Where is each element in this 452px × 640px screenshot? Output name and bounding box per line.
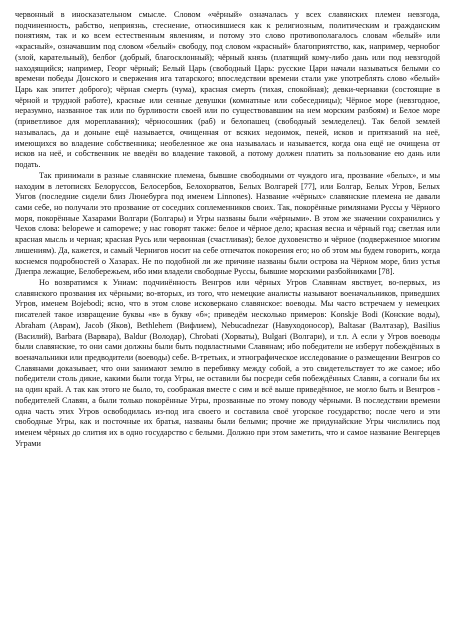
paragraph-2: Так принимали в разные славянские племена, бывшие свободными от чуждого ига, прозвание «белых», и мы находим в летописях Белорусcов, Белосербов, Белохорватов, Белых Волгарей [77], или Болгар, Белых Угров, Белых Унгов (последние сидели близ Люнебурга под именем Linnones). Название «чёрных» славянские племена не давали сами себе, но получали это прозвание от соседних соплеменников своих. Так, покорённые римлянами Руссы у Чёрного моря, покорённые Хазарами Волгари (Болгары) и Угры названы были «чёрными». В этом же значении сохранились у Чехов слова: belopewe и camopewe; у нас говорят также: белое и чёрное дело; красная весна и чёрный год; светлая или красная мысль и черная; красная Русь или червонная (счастливая); белое духовенство и чёрное (подверженное многим лишениям). Да, кажется, и самый Чернигов носит на себе отпечаток покорения его; но об этом мы будем говорить, когда коснемся подробностей о Хазарах. Не по подобной ли же причине названы были острова на Чёрном море, близ устья Днепра лежащие, Белобережьем, ибо ими владели свободные Руссы, бывшие морскими разбойниками [78].: [15, 170, 440, 277]
paragraph-1: червонный в иносказательном смысле. Словом «чёрный» означалась у всех славянских племен невзгода, подчиненность, рабство, неприязнь, стеснение, относившиеся как к религиозным, политическим и гражданским понятиям, так и ко всем естественным явлениям, и потому это слово противополагалось словам «белый» или «красный», означавшим под словом «белый» свободу, под словом «красный» благоприятство, как, например, чернобог (злой, карательный), белбог (добрый, благосклонный); чёрный князь (платящий кому-либо дань или под невзгодой находящийся; например, Георг чёрный; Белый Царь (свободный Царь: русские Цари начали называться белыми со времени победы Донского и свержения ига татарского; впоследствии времени стали уже употреблять слово «белый» Царь как эпитет доброго); чёрная смерть (чума), красная смерть (тихая, спокойная); девки-чернавки (состоящие в чёрной и трудной работе), красные или сенные девушки (комнатные или собеседницы); Чёрное море (невзгодное, неразумно, названное так или по бурливости своей или по существовавшим на нем морским разбоям) и Белое море (приветливое для мореплавания); чёрносошник (раб) и белопашец (свободный земледелец). Так белой землей называлась, да и доныне ещё называется, очищенная от всяких недоимок, пеней, исков и притязаний на неё, имеющихся во владение собственника; необеленное же она называлась и называется, когда она ещё не очищена от исков на неё, и собственник не введён во владение таковой, а потому должен платить за пользование ею дань или подать.: [15, 10, 440, 170]
paragraph-3: Но возвратимся к Униам: подчинённость Венгров или чёрных Угров Славянам явствует, во-первых, из славянского прозвания их чёрными; во-вторых, из того, что немецкие аналисты называют военачальников, приведших Угров, именем Bojebodi; ясно, что в этом слове исковеркано славянское: воеводы. Мы часто встречаем у немецких писателей такое извращение буквы «в» в букву «б»; приведём несколько примеров: Konskje Bodi (Конские воды), Abraham (Аврам), Jacob (Яков), Bethlehem (Вифлием), Nebucadnezar (Навуходоносор), Baltasar (Валтазар), Basilius (Василий), Barbara (Варвара), Baldur (Володар), Chrobati (Хорваты), Bulgari (Волгари), и т.п. А если у Угров воеводы были славянские, то они сами должны были быть подвластными Славянам; ибо победители не изберут побеждённых в военачальники или предводители (воеводы) себе. В-третьих, и этнографическое исследование о размещении Венгров со Славянами доказывает, что они занимают землю в перебивку между собой, а это свидетельствует то же самое; ибо победители столь дикие, какими были тогда Угры, не оставили бы посреди себя побеждённых Славян, а согнали бы их на один край. А так как этого не было, то, соображая вместе с сим и всё выше приведённое, не могло быть и Венгров - победителей Славян, а были только покорённые Угры, прозванные по этому поводу чёрными. В последствии времени одна часть этих Угров освободилась из-под ига своего и составила своё угорское государство; после чего и эти свободные Угры, как и посточные их братья, названы были белыми; прочие же придунайские Угры числились под именем чёрных до слития их в одно государство с белыми. Должно при этом заметить, что и самое название Венгерцев Уграми: [15, 277, 440, 448]
